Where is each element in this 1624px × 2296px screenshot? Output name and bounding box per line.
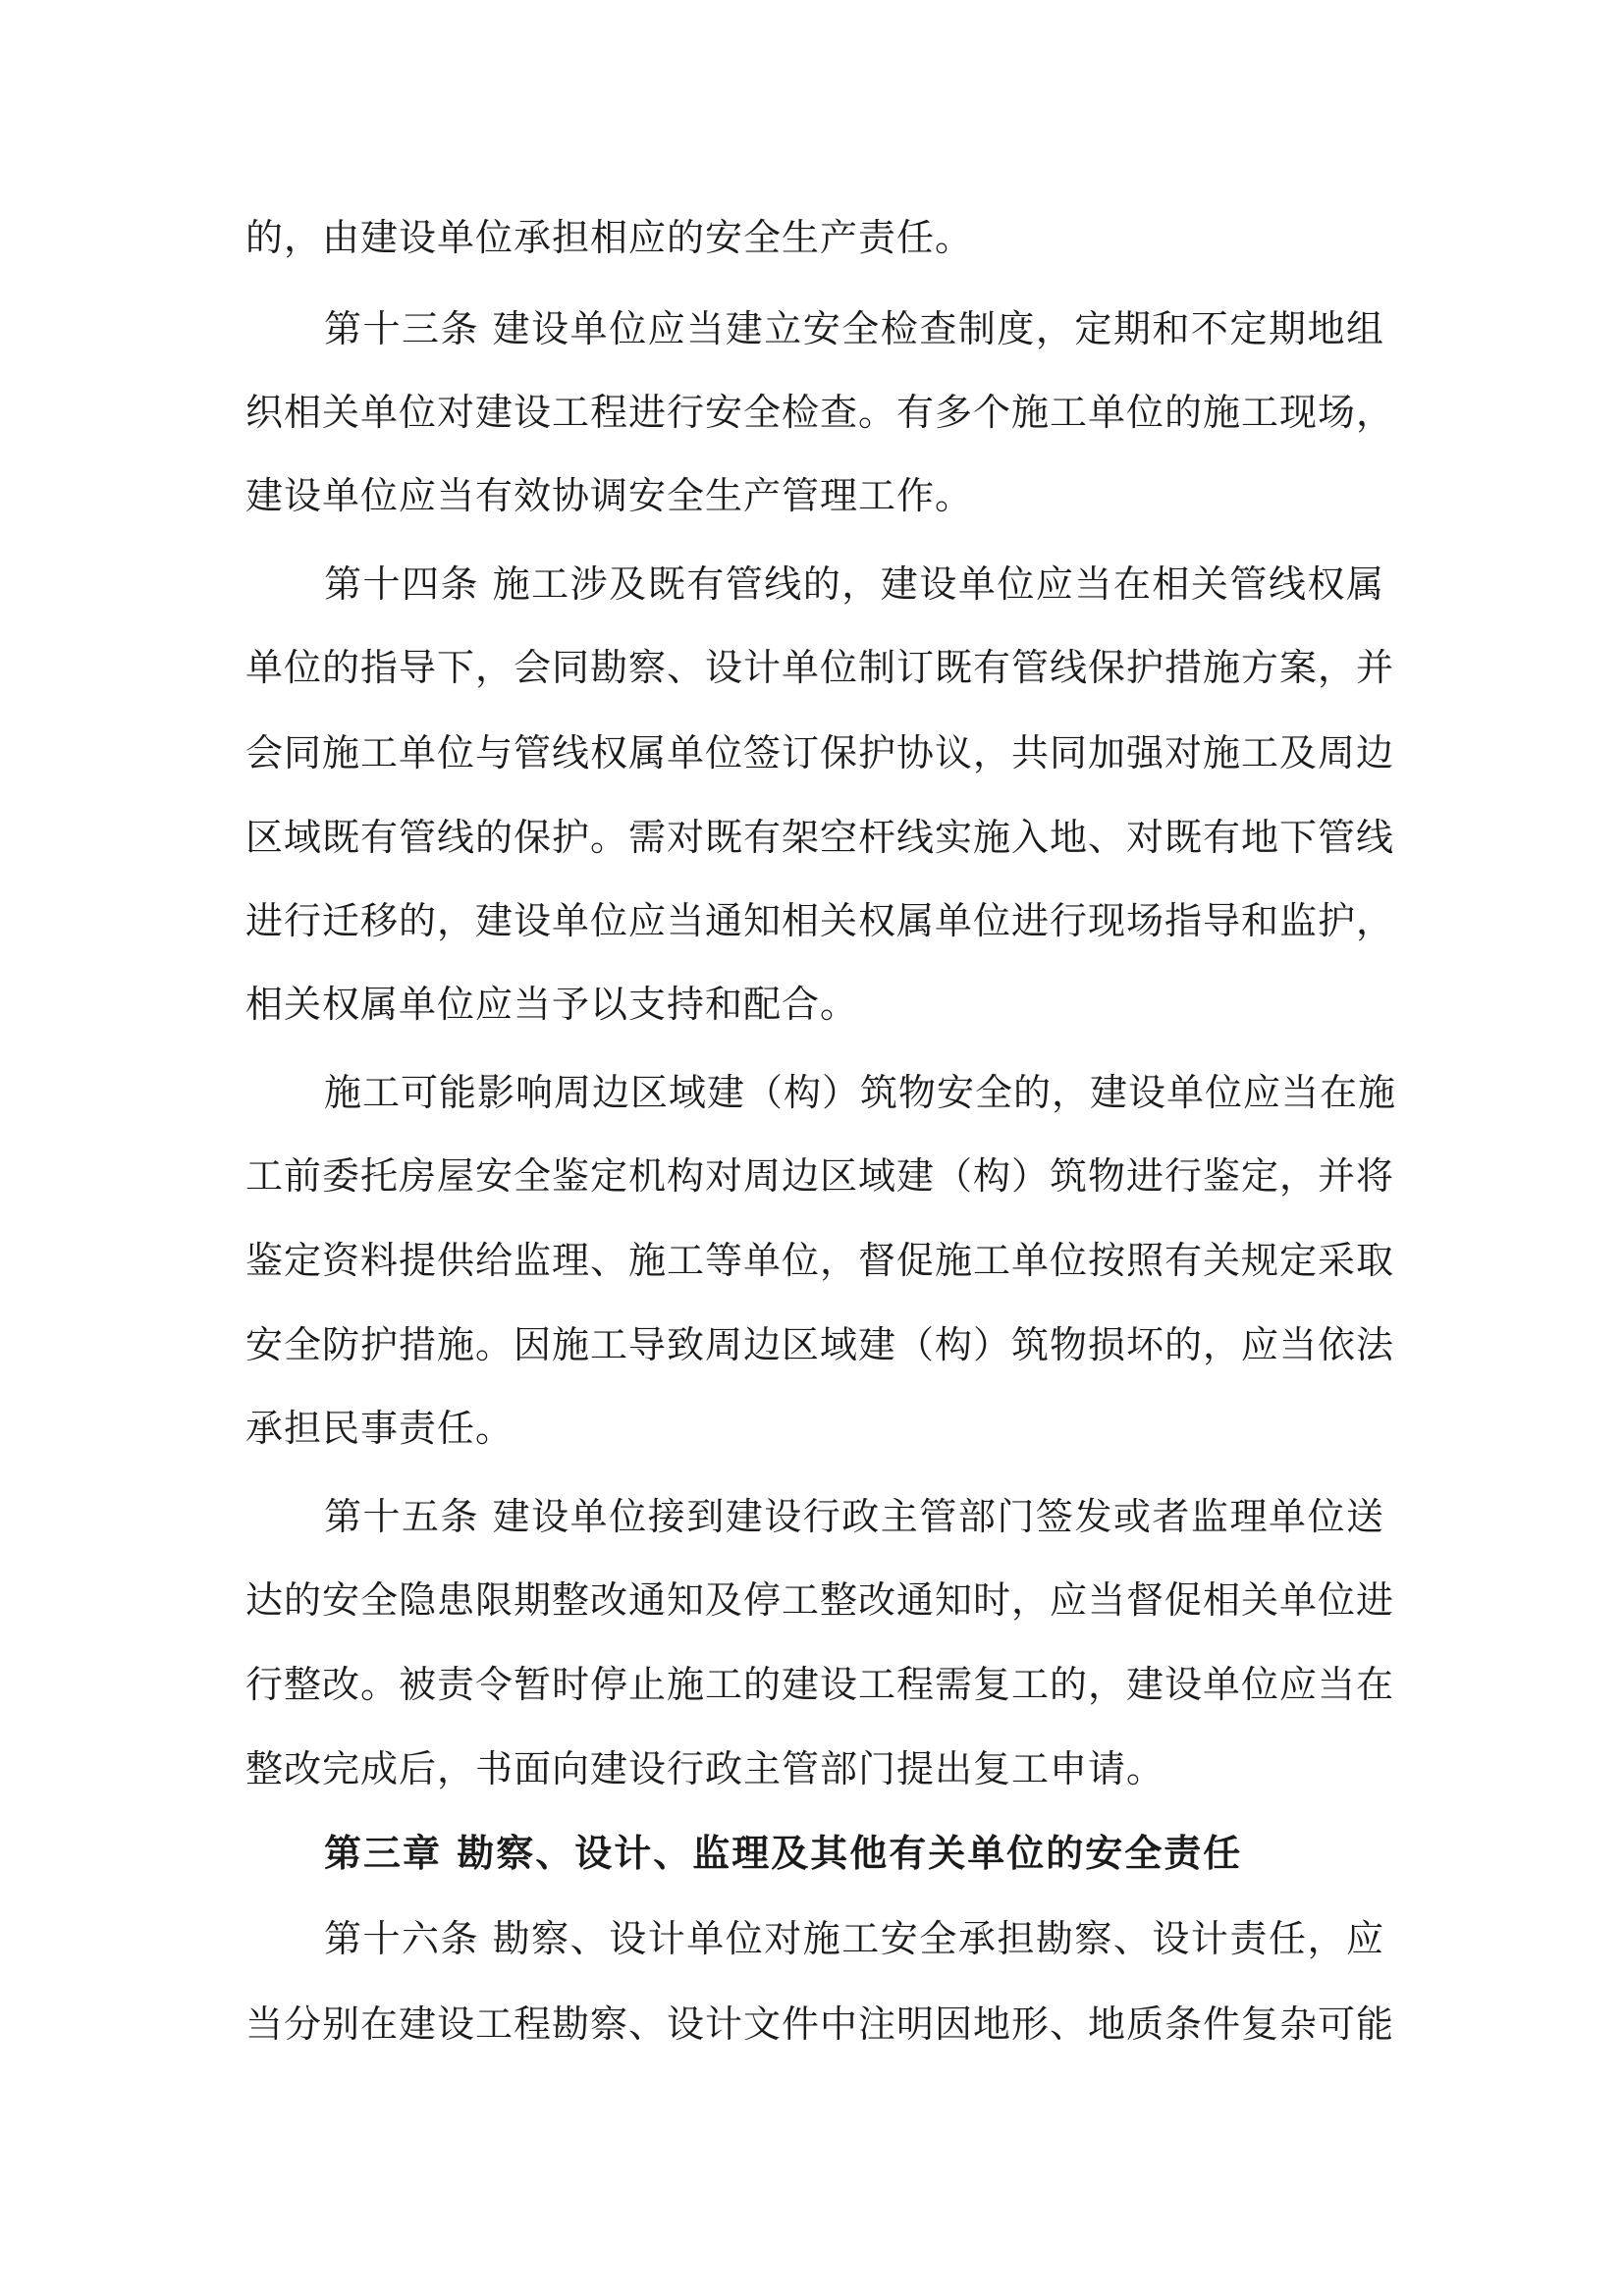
paragraph-line: 鉴定资料提供给监理、施工等单位，督促施工单位按照有关规定采取 (245, 1239, 1395, 1282)
paragraph-line: 安全防护措施。因施工导致周边区域建（构）筑物损坏的，应当依法 (245, 1323, 1395, 1366)
paragraph-first-line: 施工可能影响周边区域建（构）筑物安全的，建设单位应当在施 (324, 1071, 1397, 1114)
paragraph-line: 单位的指导下，会同勘察、设计单位制订既有管线保护措施方案，并 (245, 646, 1395, 689)
paragraph-line: 区域既有管线的保护。需对既有架空杆线实施入地、对既有地下管线 (245, 816, 1395, 859)
paragraph-line: 会同施工单位与管线权属单位签订保护协议，共同加强对施工及周边 (245, 731, 1395, 774)
article-16-line: 第十六条 勘察、设计单位对施工安全承担勘察、设计责任，应 (324, 1917, 1384, 1960)
paragraph-line: 当分别在建设工程勘察、设计文件中注明因地形、地质条件复杂可能 (245, 2002, 1395, 2046)
paragraph-line: 行整改。被责令暂时停止施工的建设工程需复工的，建设单位应当在 (245, 1663, 1395, 1706)
paragraph-line: 工前委托房屋安全鉴定机构对周边区域建（构）筑物进行鉴定，并将 (245, 1154, 1395, 1198)
paragraph-line: 整改完成后，书面向建设行政主管部门提出复工申请。 (245, 1747, 1165, 1790)
paragraph-line: 织相关单位对建设工程进行安全检查。有多个施工单位的施工现场， (245, 391, 1395, 434)
chapter-3-heading: 第三章 勘察、设计、监理及其他有关单位的安全责任 (324, 1832, 1243, 1875)
paragraph-line: 相关权属单位应当予以支持和配合。 (245, 983, 859, 1026)
article-14-line: 第十四条 施工涉及既有管线的，建设单位应当在相关管线权属 (324, 562, 1384, 606)
paragraph-line: 进行迁移的，建设单位应当通知相关权属单位进行现场指导和监护， (245, 899, 1395, 942)
article-13-line: 第十三条 建设单位应当建立安全检查制度，定期和不定期地组 (324, 307, 1384, 350)
article-15-line: 第十五条 建设单位接到建设行政主管部门签发或者监理单位送 (324, 1495, 1384, 1538)
paragraph-line: 达的安全隐患限期整改通知及停工整改通知时，应当督促相关单位进 (245, 1578, 1395, 1622)
paragraph-line: 建设单位应当有效协调安全生产管理工作。 (245, 474, 974, 517)
paragraph-line: 承担民事责任。 (245, 1407, 514, 1450)
paragraph-line: 的，由建设单位承担相应的安全生产责任。 (245, 216, 974, 259)
